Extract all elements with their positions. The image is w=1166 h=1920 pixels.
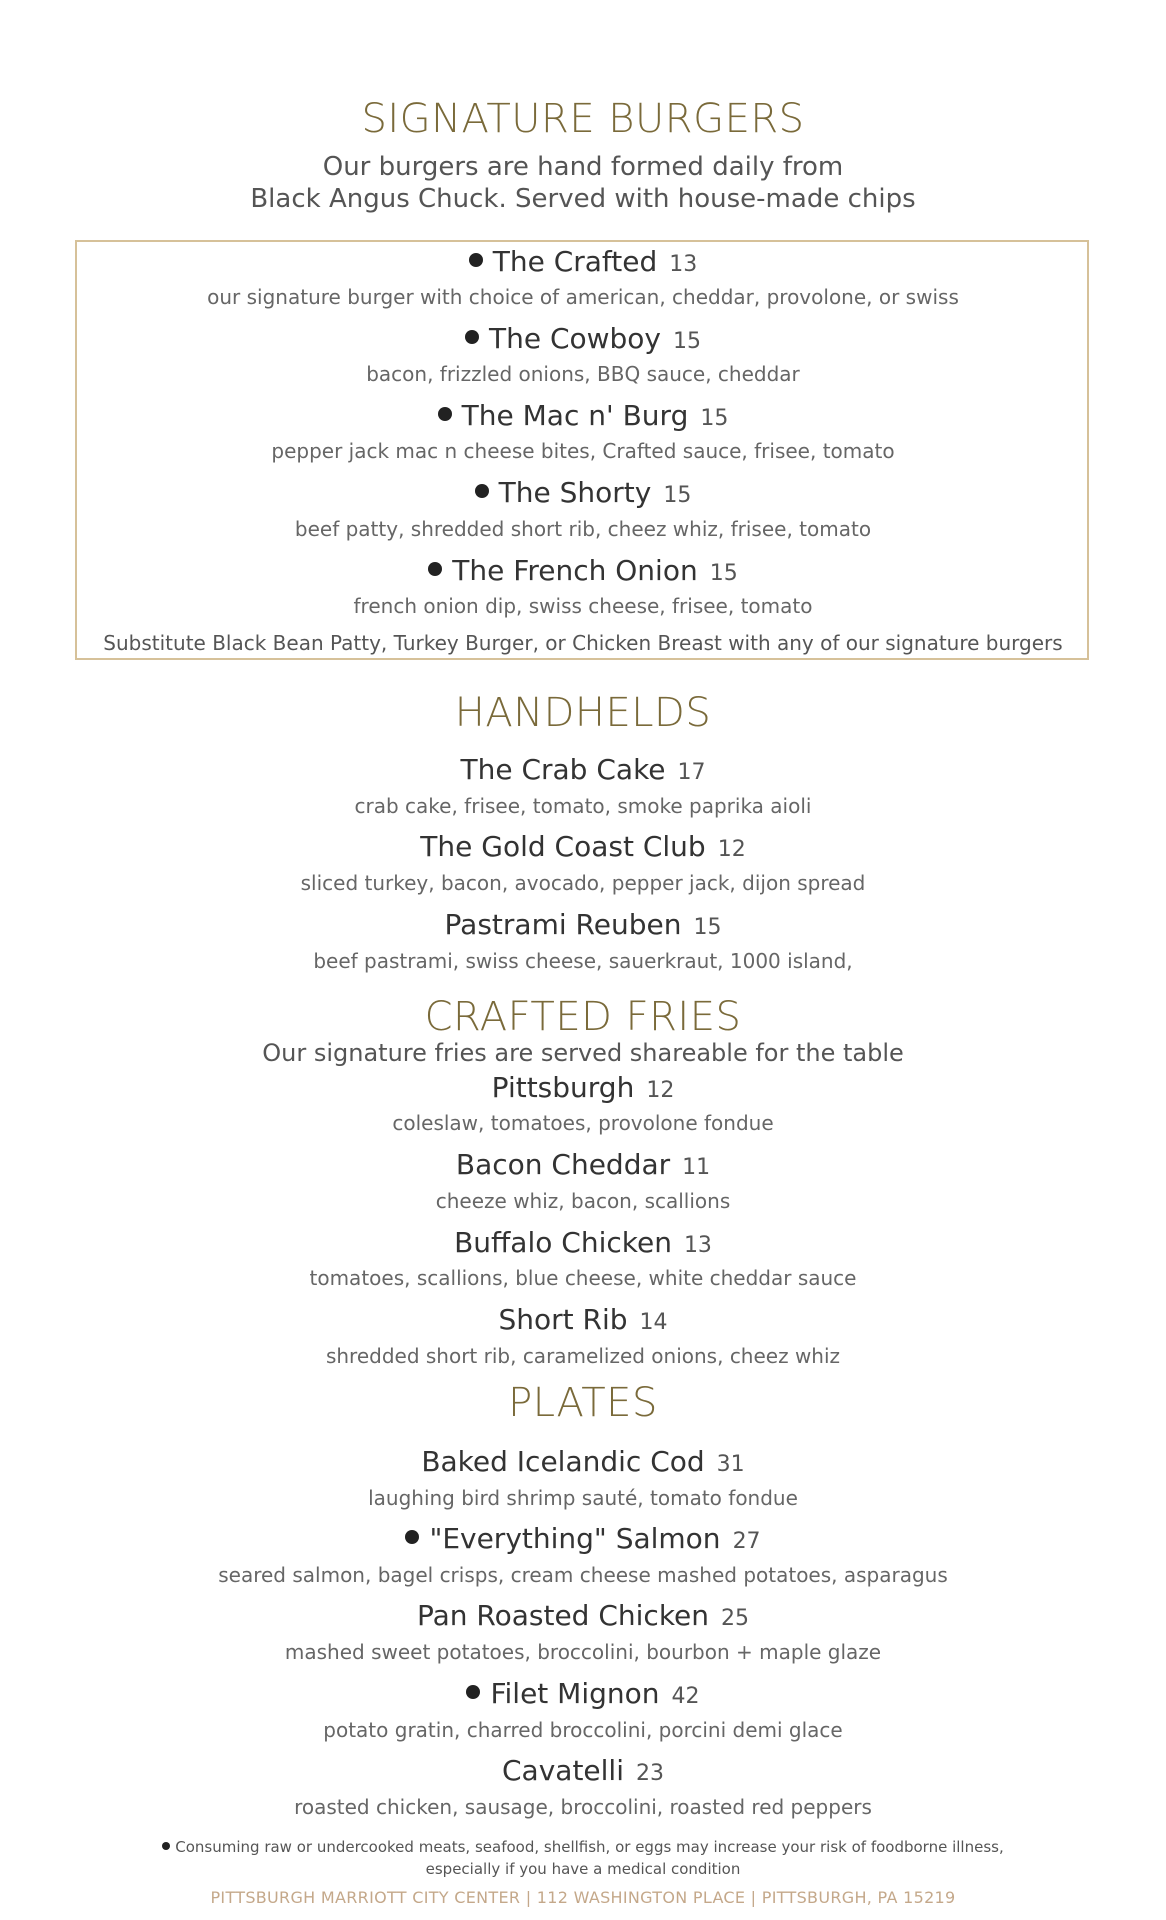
menu-item-name: Baked Icelandic Cod 31 [421, 1445, 745, 1478]
menu-item-description: sliced turkey, bacon, avocado, pepper jack, dijon spread [300, 871, 866, 895]
section-title-burgers: SIGNATURE BURGERS [361, 96, 805, 142]
menu-item-name: Buffalo Chicken 13 [454, 1226, 712, 1259]
menu-item-price: 13 [669, 252, 698, 277]
menu-item-name: Filet Mignon 42 [0, 1677, 1166, 1710]
menu-item-price: 27 [732, 1529, 761, 1554]
menu-item-price: 15 [700, 406, 729, 431]
section-title-fries: CRAFTED FRIES [424, 994, 742, 1040]
menu-item-name: The Gold Coast Club 12 [420, 830, 746, 863]
menu-item-name: The Mac n' Burg 15 [0, 399, 1166, 432]
raw-warning-bullet-icon [475, 484, 489, 498]
menu-item-description: beef patty, shredded short rib, cheez whiz, frisee, tomato [294, 517, 872, 541]
menu-item-price: 31 [716, 1452, 745, 1477]
menu-item-description: cheeze whiz, bacon, scallions [435, 1189, 731, 1213]
menu-item-description: beef pastrami, swiss cheese, sauerkraut, 1000 island, [313, 949, 853, 973]
menu-item-price: 14 [639, 1310, 668, 1335]
menu-item-name: "Everything" Salmon 27 [0, 1522, 1166, 1555]
menu-item-name: Short Rib 14 [498, 1303, 668, 1336]
raw-warning-bullet-icon [438, 407, 452, 421]
menu-item-price: 15 [709, 561, 738, 586]
menu-item-description: potato gratin, charred broccolini, porcini demi glace [323, 1718, 843, 1742]
menu-item-name: Pan Roasted Chicken 25 [416, 1599, 750, 1632]
menu-item-name: Cavatelli 23 [502, 1754, 664, 1787]
menu-item-price: 23 [635, 1761, 664, 1786]
menu-item-name: Pittsburgh 12 [491, 1071, 675, 1104]
menu-item-name: The Crab Cake 17 [460, 753, 706, 786]
raw-warning-bullet-icon [465, 330, 479, 344]
substitute-note: Substitute Black Bean Patty, Turkey Burger, or Chicken Breast with any of our signature burgers [103, 631, 1063, 655]
menu-item-description: french onion dip, swiss cheese, frisee, tomato [353, 594, 813, 618]
raw-warning-bullet-icon [405, 1530, 419, 1544]
menu-item-description: our signature burger with choice of american, cheddar, provolone, or swiss [207, 285, 959, 309]
menu-item-price: 15 [673, 329, 702, 354]
menu-item-description: crab cake, frisee, tomato, smoke paprika aioli [354, 794, 812, 818]
menu-item-name: The Shorty 15 [0, 476, 1166, 509]
menu-item-name: The Cowboy 15 [0, 322, 1166, 355]
fries-intro: Our signature fries are served shareable for the table [262, 1039, 904, 1067]
menu-item-description: tomatoes, scallions, blue cheese, white cheddar sauce [309, 1266, 857, 1290]
menu-item-price: 13 [683, 1233, 712, 1258]
menu-item-price: 25 [721, 1606, 750, 1631]
menu-item-name: Pastrami Reuben 15 [444, 908, 722, 941]
raw-warning-bullet-icon [466, 1685, 480, 1699]
raw-food-notice-line2: especially if you have a medical condition [425, 1860, 741, 1878]
menu-item-description: coleslaw, tomatoes, provolone fondue [392, 1111, 774, 1135]
menu-item-price: 42 [671, 1684, 700, 1709]
raw-warning-bullet-icon [469, 253, 483, 267]
burgers-intro-line2: Black Angus Chuck. Served with house-made chips [250, 184, 916, 214]
menu-item-description: mashed sweet potatoes, broccolini, bourbon + maple glaze [284, 1640, 882, 1664]
menu-item-price: 12 [646, 1078, 675, 1103]
menu-item-description: laughing bird shrimp sauté, tomato fondue [368, 1486, 798, 1510]
section-title-handhelds: HANDHELDS [454, 690, 712, 736]
menu-item-description: bacon, frizzled onions, BBQ sauce, cheddar [366, 362, 800, 386]
menu-item-description: seared salmon, bagel crisps, cream cheese mashed potatoes, asparagus [218, 1563, 948, 1587]
raw-food-notice: Consuming raw or undercooked meats, seafood, shellfish, or eggs may increase your risk of foodborne illness, [0, 1836, 1166, 1858]
menu-item-price: 15 [693, 915, 722, 940]
menu-item-name: Bacon Cheddar 11 [455, 1148, 711, 1181]
menu-item-price: 12 [717, 837, 746, 862]
menu-item-price: 15 [663, 483, 692, 508]
menu-item-description: roasted chicken, sausage, broccolini, roasted red peppers [294, 1795, 872, 1819]
menu-item-description: pepper jack mac n cheese bites, Crafted sauce, frisee, tomato [271, 439, 895, 463]
menu-item-price: 11 [682, 1155, 711, 1180]
menu-item-price: 17 [677, 760, 706, 785]
footer-address: PITTSBURGH MARRIOTT CITY CENTER | 112 WASHINGTON PLACE | PITTSBURGH, PA 15219 [210, 1888, 956, 1907]
section-title-plates: PLATES [508, 1380, 658, 1426]
menu-item-name: The French Onion 15 [0, 554, 1166, 587]
burgers-intro-line1: Our burgers are hand formed daily from [322, 152, 844, 182]
menu-item-name: The Crafted 13 [0, 245, 1166, 278]
raw-warning-bullet-icon [428, 562, 442, 576]
raw-warning-bullet-icon [162, 1842, 170, 1850]
menu-item-description: shredded short rib, caramelized onions, cheez whiz [325, 1344, 841, 1368]
